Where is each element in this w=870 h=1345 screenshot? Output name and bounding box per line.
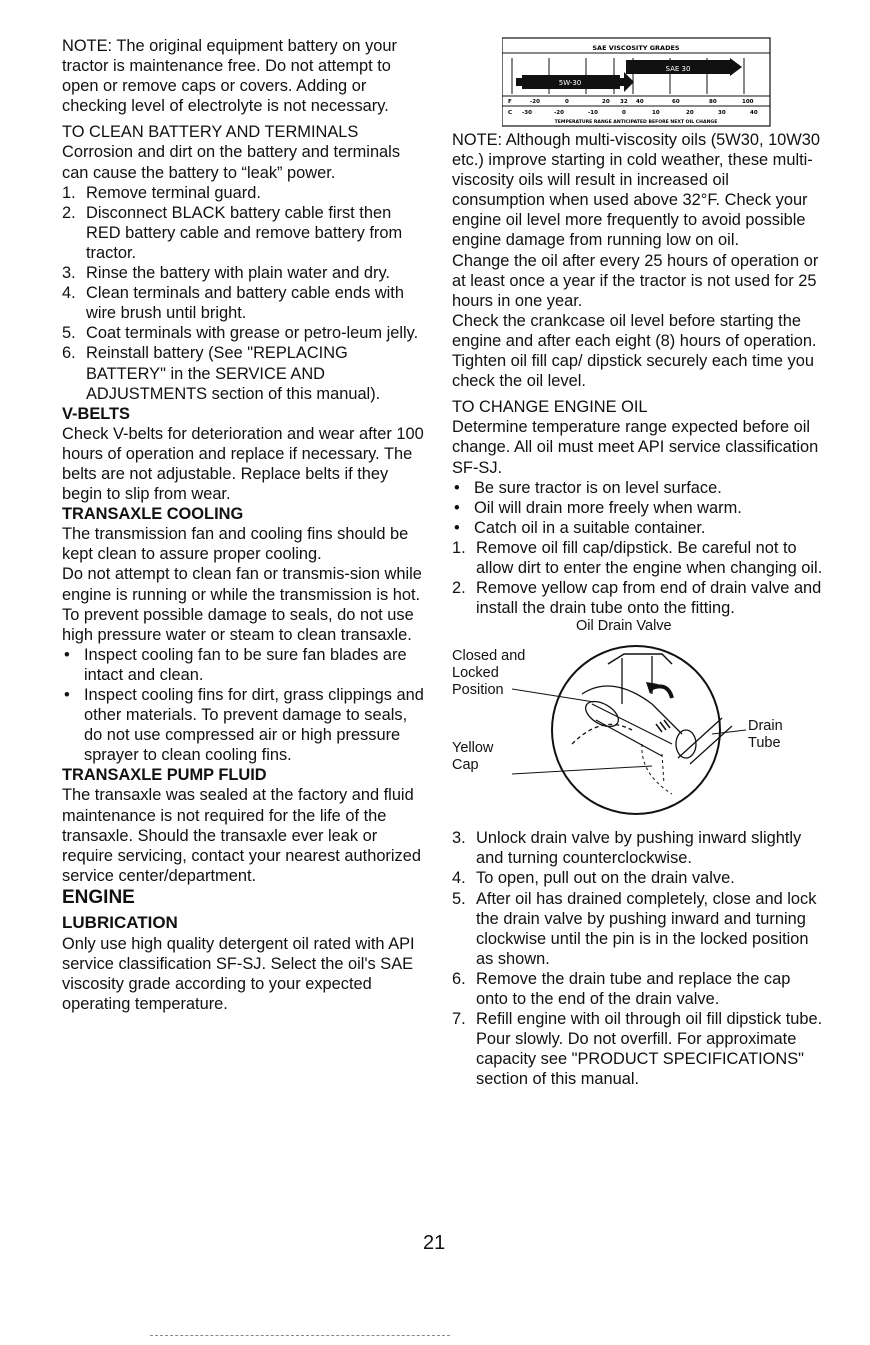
svg-text:20: 20 [686, 110, 694, 116]
engine-heading: ENGINE [62, 886, 135, 908]
svg-text:40: 40 [636, 99, 644, 105]
transaxle-cooling-p1: The transmission fan and cooling fins should be kept clean to assure proper cooling. [62, 525, 409, 564]
transaxle-cooling-heading: TRANSAXLE COOLING [62, 505, 244, 524]
svg-text:F: F [508, 99, 512, 105]
chart-caption: TEMPERATURE RANGE ANTICIPATED BEFORE NEXT OIL CHANGE [554, 120, 718, 125]
vbelts-text: Check V-belts for deterioration and wear after 100 hours of operation and replace if necessary. The belts are not adjustable. Replace belts if they begin to slip from wear. [62, 424, 424, 504]
svg-text:100: 100 [742, 99, 754, 105]
bar-5w30-label: 5W-30 [558, 79, 582, 87]
left-column [62, 36, 424, 1014]
list-item: 5. After oil has drained completely, close and lock the drain valve by pushing inward and turning clockwise until the pin is in the locked position as shown. [452, 889, 817, 968]
c-ticks [508, 110, 758, 116]
change-oil-bullets [452, 478, 824, 538]
svg-text:32: 32 [620, 99, 628, 105]
oil-drain-valve-figure [452, 620, 824, 820]
svg-text:C: C [508, 110, 513, 116]
list-item: 6. Reinstall battery (See "REPLACING BATTERY" in the SERVICE AND ADJUSTMENTS section of this manual). [62, 344, 381, 403]
change-interval: Change the oil after every 25 hours of operation or at least once a year if the tractor is not used for 25 hours in one year. [452, 251, 819, 310]
check-crankcase: Check the crankcase oil level before starting the engine and after each eight (8) hours of operation. Tighten oil fill cap/ dipstick securely each time you check the oil level. [452, 311, 817, 391]
viscosity-chart [502, 36, 772, 128]
svg-text:80: 80 [709, 99, 717, 105]
svg-text:60: 60 [672, 99, 680, 105]
footer-rule [150, 1335, 450, 1336]
figure-title: Oil Drain Valve [576, 618, 672, 635]
svg-text:-10: -10 [588, 110, 598, 116]
change-oil-steps-a [452, 538, 824, 618]
list-item: 1. Remove oil fill cap/dipstick. Be careful not to allow dirt to enter the engine when changing oil. [452, 538, 823, 577]
list-item: 1. Remove terminal guard. [62, 183, 261, 202]
list-item: 7. Refill engine with oil through oil fill dipstick tube. Pour slowly. Do not overfill. For approximate capacity see "PRODUCT SPECIFICATIONS" section of this manual. [452, 1010, 823, 1089]
list-item: 6. Remove the drain tube and replace the cap onto to the end of the drain valve. [452, 969, 791, 1008]
change-oil-steps-b [452, 828, 824, 1089]
transaxle-cooling-p2: Do not attempt to clean fan or transmis-sion while engine is running or while the transmission is hot. To prevent possible damage to seals, do not use high pressure water or steam to clean transaxle. [62, 565, 422, 644]
list-item: 5. Coat terminals with grease or petro-leum jelly. [62, 324, 419, 343]
svg-text:30: 30 [718, 110, 726, 116]
svg-text:40: 40 [750, 110, 758, 116]
chart-title: SAE VISCOSITY GRADES [592, 44, 680, 52]
change-oil-intro: Determine temperature range expected before oil change. All oil must meet API service classification SF-SJ. [452, 418, 819, 477]
list-item: • Inspect cooling fan to be sure fan blades are intact and clean. [64, 645, 407, 684]
f-ticks [508, 99, 754, 105]
label-yellow-cap: Yellow Cap [452, 740, 494, 774]
pump-fluid-text: The transaxle was sealed at the factory and fluid maintenance is not required for the life of the transaxle. Should the transaxle ever leak or require servicing, contact your nearest authorized service center/department. [62, 786, 421, 885]
clean-battery-heading: TO CLEAN BATTERY AND TERMINALS [62, 123, 359, 142]
svg-text:10: 10 [652, 110, 660, 116]
list-item: 4. To open, pull out on the drain valve. [452, 869, 735, 888]
pump-fluid-heading: TRANSAXLE PUMP FLUID [62, 766, 267, 785]
svg-text:-20: -20 [530, 99, 540, 105]
change-oil-heading: TO CHANGE ENGINE OIL [452, 398, 648, 417]
page-number: 21 [423, 1232, 446, 1254]
list-item: 2. Remove yellow cap from end of drain valve and install the drain tube onto the fitting. [452, 579, 822, 618]
svg-text:-30: -30 [522, 110, 532, 116]
transaxle-cooling-bullets [62, 645, 424, 766]
vbelts-heading: V-BELTS [62, 404, 130, 423]
list-item: • Be sure tractor is on level surface. [454, 478, 722, 497]
list-item: • Catch oil in a suitable container. [454, 518, 706, 537]
clean-battery-intro: Corrosion and dirt on the battery and terminals can cause the battery to “leak” power. [62, 143, 401, 182]
svg-text:0: 0 [622, 110, 626, 116]
battery-note: NOTE: The original equipment battery on your tractor is maintenance free. Do not attempt to open or remove caps or covers. Adding or checking level of electrolyte is not necessary. [62, 37, 397, 116]
bar-sae30-label: SAE 30 [665, 65, 691, 73]
list-item: • Inspect cooling fins for dirt, grass clippings and other materials. To prevent damage to seals, do not use compressed air or high pressure sprayer to clean cooling fins. [64, 686, 424, 765]
list-item: 2. Disconnect BLACK battery cable first then RED battery cable and remove battery from tractor. [62, 203, 403, 262]
svg-text:20: 20 [602, 99, 610, 105]
label-closed-locked: Closed and Locked Position [452, 648, 526, 699]
list-item: 3. Unlock drain valve by pushing inward slightly and turning counterclockwise. [452, 829, 802, 868]
list-item: 3. Rinse the battery with plain water and dry. [62, 264, 390, 283]
svg-text:0: 0 [565, 99, 569, 105]
viscosity-note: NOTE: Although multi-viscosity oils (5W30, 10W30 etc.) improve starting in cold weather, these multi-viscosity oils will result in increased oil consumption when used above 32°F. Check your engine oil level more frequently to avoid possible engine damage from running low on oil. [452, 131, 821, 250]
list-item: 4. Clean terminals and battery cable ends with wire brush until bright. [62, 284, 404, 323]
right-column [452, 36, 824, 1089]
valve-illustration [512, 634, 752, 820]
clean-battery-steps [62, 183, 424, 404]
lubrication-text: Only use high quality detergent oil rated with API service classification SF-SJ. Select the oil's SAE viscosity grade according to your expected operating temperature. [62, 934, 415, 1014]
list-item: • Oil will drain more freely when warm. [454, 498, 742, 517]
svg-text:-20: -20 [554, 110, 564, 116]
label-drain-tube: Drain Tube [748, 718, 783, 752]
lubrication-heading: LUBRICATION [62, 912, 178, 932]
